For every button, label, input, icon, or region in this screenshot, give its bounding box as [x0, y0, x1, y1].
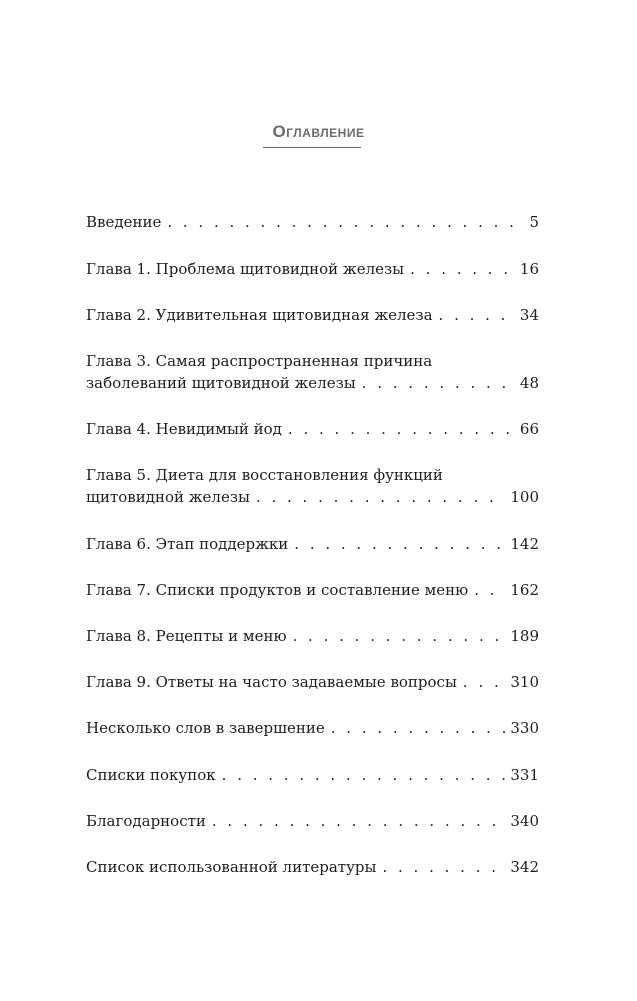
- toc-entry-title: Глава 6. Этап поддержки: [86, 535, 289, 553]
- toc-entry-page: 16: [519, 260, 539, 278]
- toc-entry-page: 189: [510, 627, 539, 645]
- toc-entry-title: Несколько слов в завершение: [86, 719, 325, 737]
- dot-leader: [382, 856, 506, 878]
- toc-entry-chapter-6[interactable]: [86, 533, 539, 555]
- toc-entry-title: Глава 7. Списки продуктов и составление меню: [86, 581, 469, 599]
- toc-entry-page: 66: [519, 420, 539, 438]
- dot-leader: [288, 418, 516, 440]
- toc-entry-page: 34: [519, 306, 539, 324]
- title-underline: [263, 147, 361, 148]
- toc-entry-page: 48: [519, 374, 539, 392]
- toc-entry-title: Списки покупок: [86, 766, 216, 784]
- toc-entry-page: 331: [510, 766, 539, 784]
- toc-entry-title-line1: Глава 5. Диета для восстановления функций: [86, 466, 443, 484]
- toc-entry-chapter-5[interactable]: [86, 464, 539, 508]
- toc-entry-title: Введение: [86, 213, 162, 231]
- toc-entry-page: 162: [510, 581, 539, 599]
- toc-entry-title-line1: Глава 3. Самая распространенная причина: [86, 352, 433, 370]
- toc-entry-conclusion[interactable]: [86, 717, 539, 739]
- toc-entry-references[interactable]: [86, 856, 539, 878]
- toc-entry-page: 342: [510, 858, 539, 876]
- dot-leader: [212, 810, 506, 832]
- toc-entry-title: Глава 2. Удивительная щитовидная железа: [86, 306, 433, 324]
- toc-entry-page: 142: [510, 535, 539, 553]
- dot-leader: [294, 533, 506, 555]
- dot-leader: [222, 764, 507, 786]
- toc-entry-chapter-4[interactable]: [86, 418, 539, 440]
- toc-entry-title: Глава 9. Ответы на часто задаваемые вопросы: [86, 673, 457, 691]
- toc-entry-title: щитовидной железы: [86, 488, 250, 506]
- toc-entry-page: 340: [510, 812, 539, 830]
- dot-leader: [331, 717, 507, 739]
- toc-entry-title: Глава 1. Проблема щитовидной железы: [86, 260, 405, 278]
- dot-leader: [439, 304, 516, 326]
- toc-entry-chapter-9[interactable]: [86, 671, 539, 693]
- dot-leader: [463, 671, 506, 693]
- dot-leader: [362, 372, 516, 394]
- toc-entry-page: 310: [510, 673, 539, 691]
- toc-entry-title: Список использованной литературы: [86, 858, 377, 876]
- toc-title: Оглавление: [272, 122, 365, 141]
- dot-leader: [256, 486, 506, 508]
- toc-entry-page: 330: [510, 719, 539, 737]
- dot-leader: [167, 211, 525, 233]
- toc-entry-title: Благодарности: [86, 812, 206, 830]
- dot-leader: [474, 579, 506, 601]
- toc-entry-acknowledgements[interactable]: [86, 810, 539, 832]
- toc-entry-chapter-1[interactable]: [86, 258, 539, 280]
- toc-entry-title: Глава 4. Невидимый йод: [86, 420, 282, 438]
- toc-entry-title: Глава 8. Рецепты и меню: [86, 627, 287, 645]
- dot-leader: [410, 258, 516, 280]
- toc-entry-chapter-7[interactable]: [86, 579, 539, 601]
- toc-entry-chapter-8[interactable]: [86, 625, 539, 647]
- dot-leader: [293, 625, 507, 647]
- toc-entry-introduction[interactable]: [86, 211, 539, 233]
- toc-entry-chapter-2[interactable]: [86, 304, 539, 326]
- toc-entry-title: заболеваний щитовидной железы: [86, 374, 356, 392]
- toc-entry-page: 100: [510, 488, 539, 506]
- toc-entry-page: 5: [529, 213, 539, 231]
- toc-entry-chapter-3[interactable]: [86, 350, 539, 394]
- toc-entry-shopping-lists[interactable]: [86, 764, 539, 786]
